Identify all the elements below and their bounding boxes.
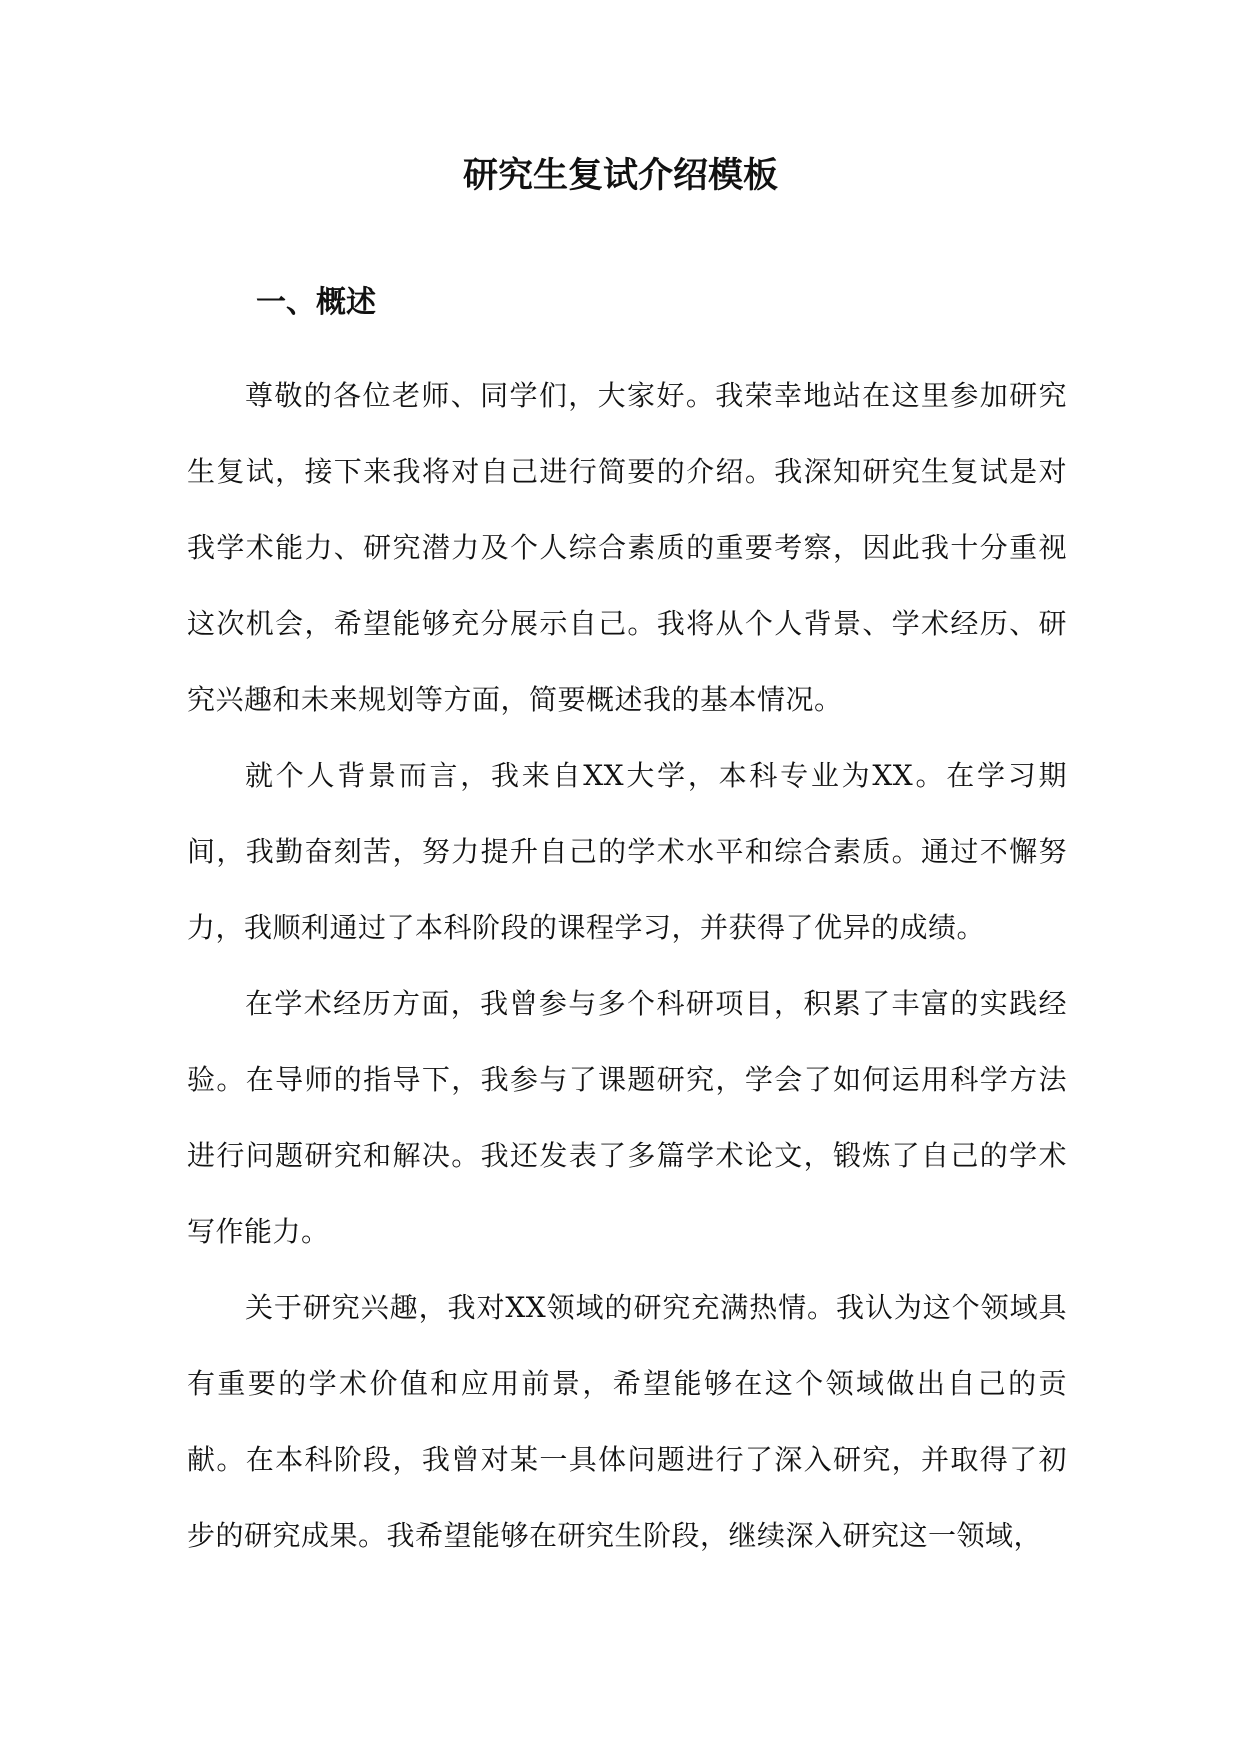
body-text bbox=[187, 358, 1067, 1574]
section-heading-overview: 一、概述 bbox=[256, 285, 376, 320]
paragraph-introduction: 尊敬的各位老师、同学们，大家好。我荣幸地站在这里参加研究生复试，接下来我将对自己进行简要的介绍。我深知研究生复试是对我学术能力、研究潜力及个人综合素质的重要考察，因此我十分重视这次机会，希望能够充分展示自己。我将从个人背景、学术经历、研究兴趣和未来规划等方面，简要概述我的基本情况。 bbox=[187, 379, 1067, 716]
document-title: 研究生复试介绍模板 bbox=[462, 156, 778, 196]
paragraph-academic-experience: 在学术经历方面，我曾参与多个科研项目，积累了丰富的实践经验。在导师的指导下，我参与了课题研究，学会了如何运用科学方法进行问题研究和解决。我还发表了多篇学术论文，锻炼了自己的学术写作能力。 bbox=[187, 987, 1067, 1248]
paragraph-research-interest: 关于研究兴趣，我对XX领域的研究充满热情。我认为这个领域具有重要的学术价值和应用前景，希望能够在这个领域做出自己的贡献。在本科阶段，我曾对某一具体问题进行了深入研究，并取得了初步的研究成果。我希望能够在研究生阶段，继续深入研究这一领域， bbox=[187, 1291, 1067, 1552]
paragraph-personal-background: 就个人背景而言，我来自XX大学，本科专业为XX。在学习期间，我勤奋刻苦，努力提升自己的学术水平和综合素质。通过不懈努力，我顺利通过了本科阶段的课程学习，并获得了优异的成绩。 bbox=[187, 759, 1067, 944]
